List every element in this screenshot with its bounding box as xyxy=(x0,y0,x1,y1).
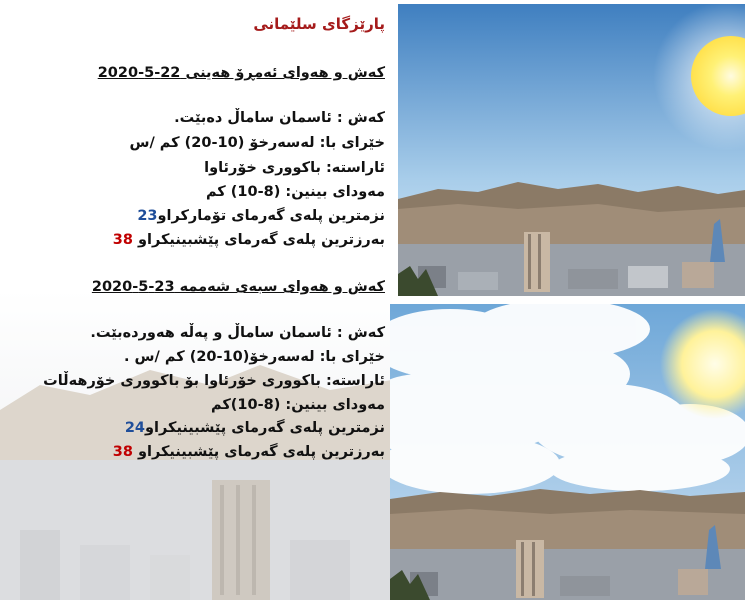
day2-condition: کەش : ئاسمان ساماڵ و پەڵە هەوردەبێت. xyxy=(90,325,385,341)
day1-max-temp xyxy=(113,230,385,250)
day1-wind-direction: ئاراستە: باکووری خۆرئاوا xyxy=(204,160,385,176)
day1-min-label: نزمترین پلەی گەرمای تۆمارکراو xyxy=(157,208,385,224)
day2-wind-direction: ئاراستە: باکووری خۆرئاوا بۆ باکووری خۆرهەڵات xyxy=(43,373,385,389)
day1-min-temp xyxy=(137,206,385,226)
province-title: پارێزگای سلێمانی xyxy=(253,15,385,33)
day1-heading: کەش و هەوای ئەمڕۆ هەینی 22-5-2020 xyxy=(97,65,385,81)
day1-visibility: مەودای بینین: (8-10) کم xyxy=(205,184,385,200)
day2-min-value: 24 xyxy=(124,420,146,436)
photo-city-sunny xyxy=(398,4,745,296)
day2-visibility: مەودای بینین: (8-10)کم xyxy=(210,397,385,413)
photo-city-cloudy xyxy=(390,304,745,600)
day2-wind-speed: خێرای با: لەسەرخۆ(10-20) کم /س . xyxy=(123,349,385,365)
day1-condition: کەش : ئاسمان ساماڵ دەبێت. xyxy=(174,110,385,126)
day2-max-temp xyxy=(113,442,385,462)
day2-min-temp xyxy=(125,418,385,438)
day1-wind-speed: خێرای با: لەسەرخۆ (10-20) کم /س xyxy=(129,135,385,151)
day1-max-label: بەرزترین پلەی گەرمای پێشبینیکراو xyxy=(138,232,385,248)
day1-min-value: 23 xyxy=(137,208,158,224)
day2-heading: کەش و هەوای سبەی شەممە 23-5-2020 xyxy=(91,279,385,295)
day2-max-value: 38 xyxy=(112,444,133,460)
day1-max-value: 38 xyxy=(112,232,133,248)
day2-max-label: بەرزترین پلەی گەرمای پێشبینیکراو xyxy=(138,444,385,460)
day2-min-label: نزمترین پلەی گەرمای پێشبینیکراو xyxy=(145,420,385,436)
